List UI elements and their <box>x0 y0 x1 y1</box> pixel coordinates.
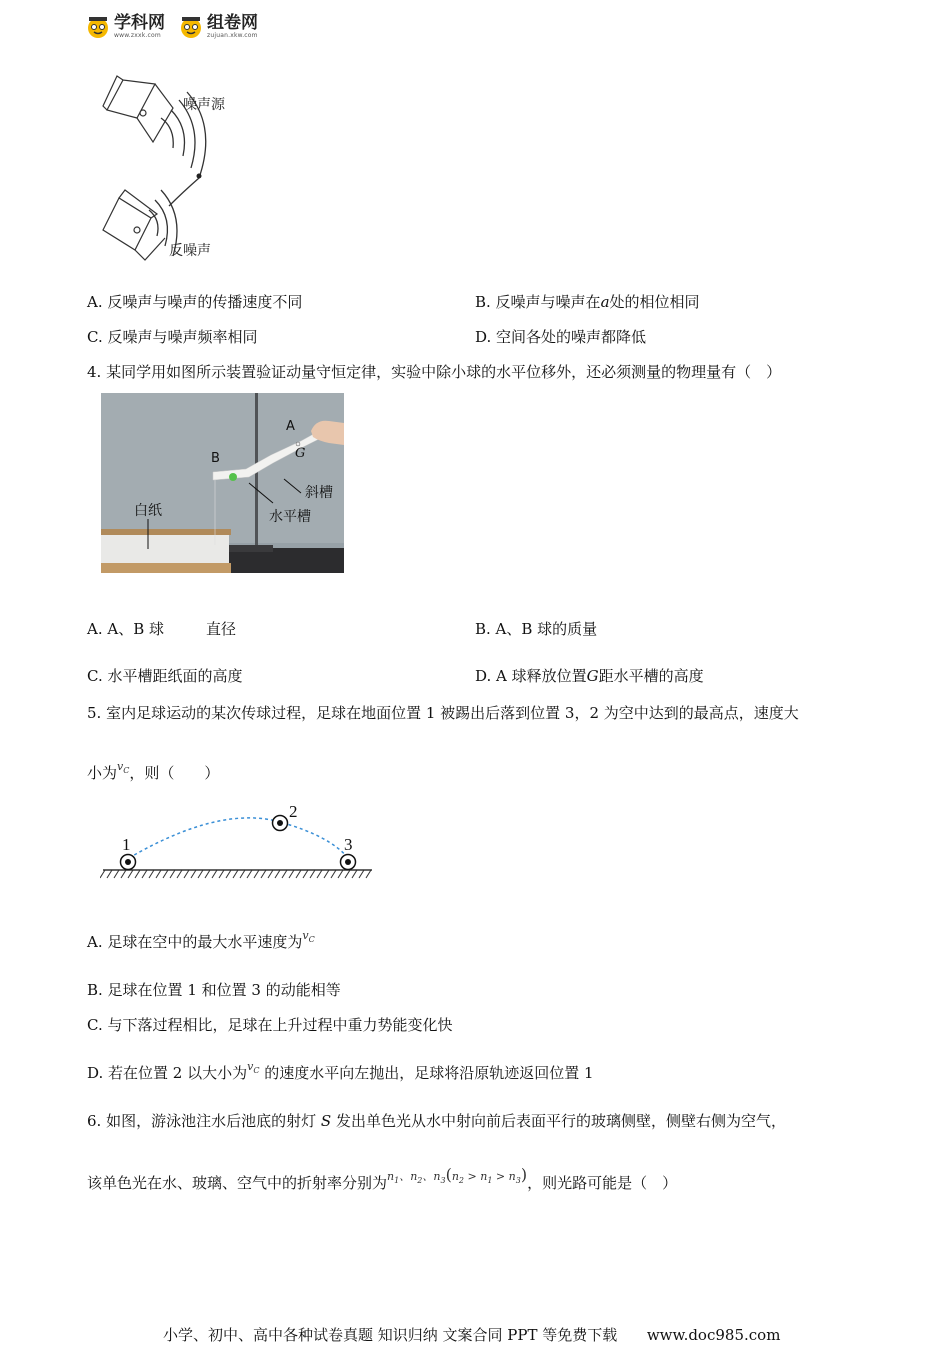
n-sub: 3 <box>440 1176 446 1185</box>
photo-label-a: A <box>286 419 295 434</box>
vc-v: v <box>302 929 309 942</box>
n-var: n <box>387 1170 395 1183</box>
vc-sub: C <box>123 766 130 775</box>
separator: 、 <box>422 1170 434 1183</box>
q4-option-d-pre: D. A 球释放位置 <box>475 667 587 685</box>
separator: 、 <box>399 1170 411 1183</box>
q4-option-a-part2: 直径 <box>206 620 237 638</box>
photo-label-horizontal: 水平槽 <box>269 509 311 525</box>
q5-option-a <box>87 931 315 952</box>
photo-label-paper: 白纸 <box>134 503 162 519</box>
gt-sign: > <box>495 1170 506 1183</box>
footer-text: 小学、初中、高中各种试卷真题 知识归纳 文案合同 PPT 等免费下载 <box>163 1326 618 1344</box>
logo1-url: www.zxxk.com <box>114 32 161 39</box>
q5-option-c: C. 与下落过程相比，足球在上升过程中重力势能变化快 <box>87 1016 453 1034</box>
vc-symbol <box>247 1060 259 1073</box>
q4-option-d <box>475 665 704 686</box>
q4-option-d-var: G <box>586 667 599 685</box>
q6-stem-2 <box>87 1165 678 1193</box>
n-var: n <box>480 1170 488 1183</box>
q4-option-c: C. 水平槽距纸面的高度 <box>87 667 243 685</box>
q6-stem-1 <box>87 1110 786 1131</box>
n1-symbol <box>387 1170 399 1183</box>
label-noise-source: 噪声源 <box>183 97 225 113</box>
q3-option-b <box>475 291 700 312</box>
q4-option-b: B. A、B 球的质量 <box>475 620 598 638</box>
vc-symbol <box>117 760 129 773</box>
vc-v: v <box>117 760 124 773</box>
n-sub: 3 <box>515 1176 521 1185</box>
q6-stem1-var: S <box>320 1112 332 1130</box>
vc-sub: C <box>308 935 315 944</box>
q6-stem1-post: 发出单色光从水中射向前后表面平行的玻璃侧壁，侧壁右侧为空气， <box>335 1112 786 1130</box>
n-var: n <box>508 1170 516 1183</box>
n-sub: 1 <box>487 1176 493 1185</box>
q4-option-d-post: 距水平槽的高度 <box>598 667 704 685</box>
q5-trajectory-figure <box>100 800 375 880</box>
q5-stem2-post: ，则（ ） <box>129 764 220 782</box>
q4-option-a-part1: A. A、B 球 <box>87 620 164 638</box>
q5-option-a-text: A. 足球在空中的最大水平速度为 <box>87 933 303 951</box>
n-sub: 1 <box>394 1176 400 1185</box>
logo1-text: 学科网 <box>114 13 165 33</box>
photo-label-slope: 斜槽 <box>305 485 333 501</box>
paren-close: ) <box>520 1165 528 1184</box>
noise-figure <box>95 70 265 270</box>
speaker-source-icon <box>103 76 173 142</box>
smiley-icon <box>86 15 110 39</box>
q4-apparatus-photo <box>101 393 344 573</box>
n-var: n <box>410 1170 418 1183</box>
vc-v: v <box>247 1060 254 1073</box>
footer-url[interactable]: www.doc985.com <box>646 1326 781 1344</box>
q6-stem2-post: ，则光路可能是（ ） <box>527 1174 678 1192</box>
footer <box>163 1324 780 1345</box>
q3-option-d: D. 空间各处的噪声都降低 <box>475 328 647 346</box>
point-a <box>197 174 202 179</box>
q5-option-b: B. 足球在位置 1 和位置 3 的动能相等 <box>87 981 341 999</box>
label-position-1: 1 <box>122 835 131 854</box>
n-var: n <box>451 1170 459 1183</box>
q3-option-a: A. 反噪声与噪声的传播速度不同 <box>87 293 303 311</box>
q5-option-d-pre: D. 若在位置 2 以大小为 <box>87 1064 248 1082</box>
label-position-2: 2 <box>289 802 298 821</box>
logo-zujuan[interactable] <box>179 14 258 39</box>
q5-stem: 5. 室内足球运动的某次传球过程，足球在地面位置 1 被踢出后落到位置 3，2 为空中达到的最高点，速度大 <box>87 704 799 722</box>
q5-option-d-post: 的速度水平向左抛出，足球将沿原轨迹返回位置 1 <box>264 1064 594 1082</box>
q5-option-d <box>87 1062 594 1083</box>
logo2-url: zujuan.xkw.com <box>207 32 258 39</box>
n3-condition <box>433 1165 528 1185</box>
q6-stem1-pre: 6. 如图，游泳池注水后池底的射灯 <box>87 1112 317 1130</box>
smiley-icon <box>179 15 203 39</box>
logo2-text: 组卷网 <box>207 13 258 33</box>
n-var: n <box>433 1170 441 1183</box>
q4-option-a <box>87 618 236 639</box>
q3-option-b-var: a <box>600 293 610 311</box>
n2-symbol <box>410 1170 422 1183</box>
ball-3-icon <box>341 855 356 870</box>
q6-stem2-pre: 该单色光在水、玻璃、空气中的折射率分别为 <box>87 1174 388 1192</box>
paren-open: ( <box>445 1165 452 1184</box>
label-position-3: 3 <box>344 835 353 854</box>
label-anti-noise: 反噪声 <box>169 243 211 259</box>
q3-option-b-pre: B. 反噪声与噪声在 <box>475 293 601 311</box>
n-sub: 2 <box>458 1176 465 1185</box>
header-logos <box>86 14 258 39</box>
n-sub: 2 <box>417 1176 423 1185</box>
ball-2-icon <box>273 816 288 831</box>
photo-label-g: G <box>295 446 306 461</box>
vc-sub: C <box>253 1066 260 1075</box>
q3-option-c: C. 反噪声与噪声频率相同 <box>87 328 258 346</box>
ball-1-icon <box>121 855 136 870</box>
vc-symbol <box>302 929 314 942</box>
photo-label-b: B <box>211 451 220 466</box>
q4-stem: 4. 某同学用如图所示装置验证动量守恒定律，实验中除小球的水平位移外，还必须测量的物理量有（ ） <box>87 363 782 381</box>
q5-stem-2 <box>87 762 219 783</box>
gt-sign: > <box>467 1170 477 1183</box>
q3-option-b-post: 处的相位相同 <box>609 293 700 311</box>
logo-zxxk[interactable] <box>86 14 165 39</box>
q5-stem2-pre: 小为 <box>87 764 118 782</box>
